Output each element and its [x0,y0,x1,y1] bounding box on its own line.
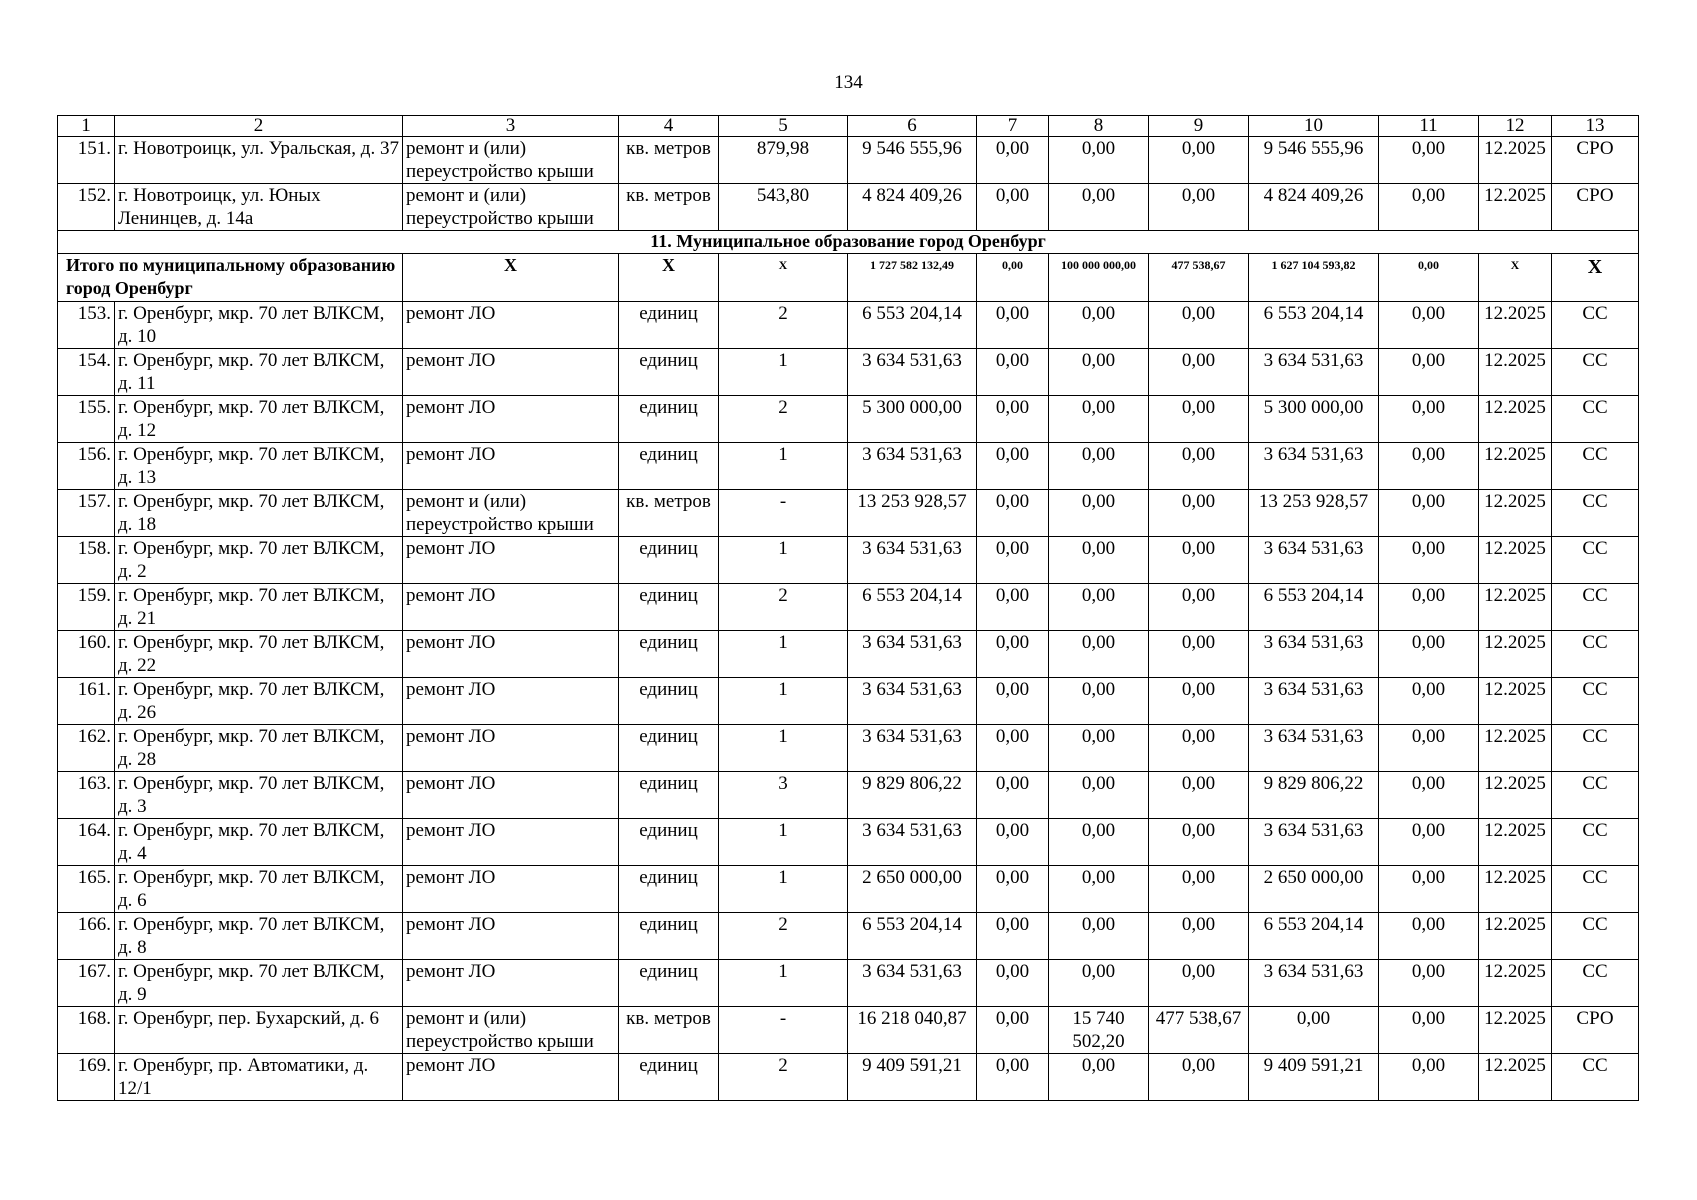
cost-cell: 0,00 [1379,1054,1479,1101]
method-code-cell: СС [1552,396,1639,443]
unit-cell: кв. метров [619,1007,719,1054]
row-number: 157. [58,490,115,537]
cost-cell: 0,00 [1379,631,1479,678]
completion-date-cell: 12.2025 [1479,137,1552,184]
cost-cell: 0,00 [1049,396,1149,443]
cost-cell: 0,00 [1049,349,1149,396]
table-row [58,184,1639,231]
address-cell: г. Оренбург, мкр. 70 лет ВЛКСМ, д. 13 [115,443,403,490]
address-cell: г. Оренбург, пер. Бухарский, д. 6 [115,1007,403,1054]
cost-cell: 0,00 [1379,725,1479,772]
cost-cell: 9 546 555,96 [1249,137,1379,184]
quantity-cell: 1 [719,631,848,678]
header-cell: 12 [1479,116,1552,137]
cost-cell: 0,00 [1379,960,1479,1007]
cost-cell: 0,00 [1049,631,1149,678]
address-cell: г. Оренбург, мкр. 70 лет ВЛКСМ, д. 9 [115,960,403,1007]
row-number: 168. [58,1007,115,1054]
method-code-cell: СС [1552,490,1639,537]
total-cost-cell: 6 553 204,14 [848,584,977,631]
cost-cell: 0,00 [1049,866,1149,913]
total-cell: X [403,254,619,302]
quantity-cell: 879,98 [719,137,848,184]
completion-date-cell: 12.2025 [1479,866,1552,913]
address-cell: г. Оренбург, мкр. 70 лет ВЛКСМ, д. 28 [115,725,403,772]
cost-cell: 0,00 [1149,137,1249,184]
quantity-cell: 1 [719,960,848,1007]
quantity-cell: 1 [719,678,848,725]
quantity-cell: 1 [719,866,848,913]
quantity-cell: 1 [719,349,848,396]
cost-cell: 0,00 [1049,584,1149,631]
cost-cell: 0,00 [1049,537,1149,584]
row-number: 154. [58,349,115,396]
cost-cell: 0,00 [977,396,1049,443]
cost-cell: 3 634 531,63 [1249,819,1379,866]
cost-cell: 0,00 [977,184,1049,231]
total-cost-cell: 3 634 531,63 [848,349,977,396]
header-cell: 8 [1049,116,1149,137]
address-cell: г. Оренбург, мкр. 70 лет ВЛКСМ, д. 2 [115,537,403,584]
completion-date-cell: 12.2025 [1479,1054,1552,1101]
header-cell: 13 [1552,116,1639,137]
table-row [58,396,1639,443]
method-code-cell: СС [1552,913,1639,960]
completion-date-cell: 12.2025 [1479,960,1552,1007]
cost-cell: 0,00 [977,1007,1049,1054]
method-code-cell: СС [1552,302,1639,349]
row-number: 159. [58,584,115,631]
table-row [58,584,1639,631]
cost-cell: 0,00 [1149,396,1249,443]
address-cell: г. Оренбург, пр. Автоматики, д. 12/1 [115,1054,403,1101]
cost-cell: 0,00 [977,631,1049,678]
cost-cell: 0,00 [977,772,1049,819]
cost-cell: 0,00 [977,678,1049,725]
completion-date-cell: 12.2025 [1479,349,1552,396]
total-cell: 477 538,67 [1149,254,1249,302]
method-code-cell: СС [1552,678,1639,725]
total-cost-cell: 3 634 531,63 [848,960,977,1007]
unit-cell: единиц [619,631,719,678]
cost-cell: 0,00 [1149,960,1249,1007]
work-type-cell: ремонт ЛО [403,443,619,490]
completion-date-cell: 12.2025 [1479,631,1552,678]
cost-cell: 0,00 [1379,537,1479,584]
work-type-cell: ремонт ЛО [403,866,619,913]
work-type-cell: ремонт ЛО [403,819,619,866]
total-cell: 0,00 [1379,254,1479,302]
cost-cell: 0,00 [1249,1007,1379,1054]
row-number: 169. [58,1054,115,1101]
address-cell: г. Новотроицк, ул. Уральская, д. 37 [115,137,403,184]
work-type-cell: ремонт ЛО [403,537,619,584]
unit-cell: единиц [619,725,719,772]
method-code-cell: СС [1552,443,1639,490]
cost-cell: 0,00 [1149,537,1249,584]
cost-cell: 0,00 [1049,137,1149,184]
cost-cell: 0,00 [1149,584,1249,631]
cost-cell: 0,00 [1379,1007,1479,1054]
table-row [58,819,1639,866]
work-type-cell: ремонт ЛО [403,913,619,960]
cost-cell: 0,00 [977,490,1049,537]
unit-cell: единиц [619,1054,719,1101]
header-cell: 6 [848,116,977,137]
completion-date-cell: 12.2025 [1479,772,1552,819]
row-number: 158. [58,537,115,584]
completion-date-cell: 12.2025 [1479,1007,1552,1054]
cost-cell: 0,00 [977,913,1049,960]
work-type-cell: ремонт ЛО [403,960,619,1007]
cost-cell: 3 634 531,63 [1249,725,1379,772]
cost-cell: 5 300 000,00 [1249,396,1379,443]
cost-cell: 0,00 [977,1054,1049,1101]
address-cell: г. Оренбург, мкр. 70 лет ВЛКСМ, д. 22 [115,631,403,678]
table-row [58,866,1639,913]
table-body [58,116,1639,1101]
table-row [58,490,1639,537]
unit-cell: единиц [619,396,719,443]
quantity-cell: - [719,1007,848,1054]
completion-date-cell: 12.2025 [1479,490,1552,537]
row-number: 152. [58,184,115,231]
row-number: 165. [58,866,115,913]
unit-cell: кв. метров [619,490,719,537]
row-number: 155. [58,396,115,443]
table-row [58,1054,1639,1101]
quantity-cell: 1 [719,443,848,490]
cost-cell: 0,00 [1149,184,1249,231]
total-cell: 1 727 582 132,49 [848,254,977,302]
cost-cell: 0,00 [1049,960,1149,1007]
total-cost-cell: 9 409 591,21 [848,1054,977,1101]
total-cell: X [1552,254,1639,302]
cost-cell: 0,00 [1149,631,1249,678]
cost-cell: 9 409 591,21 [1249,1054,1379,1101]
row-number: 156. [58,443,115,490]
unit-cell: кв. метров [619,137,719,184]
cost-cell: 0,00 [1049,913,1149,960]
cost-cell: 0,00 [977,819,1049,866]
unit-cell: единиц [619,349,719,396]
total-cell: X [1479,254,1552,302]
table-row [58,1007,1639,1054]
work-type-cell: ремонт ЛО [403,631,619,678]
cost-cell: 0,00 [1379,490,1479,537]
completion-date-cell: 12.2025 [1479,537,1552,584]
table-row [58,960,1639,1007]
work-type-cell: ремонт и (или) переустройство крыши [403,1007,619,1054]
unit-cell: единиц [619,443,719,490]
cost-cell: 2 650 000,00 [1249,866,1379,913]
table-row [58,913,1639,960]
method-code-cell: СРО [1552,1007,1639,1054]
unit-cell: единиц [619,302,719,349]
completion-date-cell: 12.2025 [1479,913,1552,960]
total-cell: 100 000 000,00 [1049,254,1149,302]
cost-cell: 0,00 [1379,443,1479,490]
work-type-cell: ремонт ЛО [403,678,619,725]
address-cell: г. Оренбург, мкр. 70 лет ВЛКСМ, д. 12 [115,396,403,443]
address-cell: г. Новотроицк, ул. Юных Ленинцев, д. 14а [115,184,403,231]
header-cell: 5 [719,116,848,137]
table-row [58,302,1639,349]
section-title-row [58,231,1639,254]
section-title: 11. Муниципальное образование город Оренбург [58,231,1639,254]
cost-cell: 0,00 [977,443,1049,490]
work-type-cell: ремонт и (или) переустройство крыши [403,184,619,231]
cost-cell: 0,00 [1379,772,1479,819]
cost-cell: 0,00 [977,302,1049,349]
method-code-cell: СС [1552,631,1639,678]
method-code-cell: СС [1552,960,1639,1007]
cost-cell: 0,00 [1149,725,1249,772]
header-cell: 2 [115,116,403,137]
cost-cell: 0,00 [977,349,1049,396]
cost-cell: 3 634 531,63 [1249,631,1379,678]
address-cell: г. Оренбург, мкр. 70 лет ВЛКСМ, д. 11 [115,349,403,396]
cost-cell: 0,00 [977,725,1049,772]
cost-cell: 0,00 [977,537,1049,584]
address-cell: г. Оренбург, мкр. 70 лет ВЛКСМ, д. 4 [115,819,403,866]
cost-cell: 0,00 [1149,1054,1249,1101]
work-type-cell: ремонт ЛО [403,349,619,396]
cost-cell: 0,00 [1379,302,1479,349]
column-number-header [58,116,1639,137]
total-cost-cell: 3 634 531,63 [848,725,977,772]
quantity-cell: 3 [719,772,848,819]
cost-cell: 3 634 531,63 [1249,537,1379,584]
method-code-cell: СРО [1552,184,1639,231]
row-number: 164. [58,819,115,866]
table-row [58,631,1639,678]
cost-cell: 6 553 204,14 [1249,584,1379,631]
cost-cell: 0,00 [1149,490,1249,537]
total-cost-cell: 16 218 040,87 [848,1007,977,1054]
completion-date-cell: 12.2025 [1479,396,1552,443]
completion-date-cell: 12.2025 [1479,725,1552,772]
cost-cell: 6 553 204,14 [1249,913,1379,960]
header-cell: 4 [619,116,719,137]
header-cell: 1 [58,116,115,137]
unit-cell: единиц [619,678,719,725]
method-code-cell: СРО [1552,137,1639,184]
quantity-cell: - [719,490,848,537]
cost-cell: 0,00 [1049,772,1149,819]
table-row [58,772,1639,819]
method-code-cell: СС [1552,1054,1639,1101]
address-cell: г. Оренбург, мкр. 70 лет ВЛКСМ, д. 8 [115,913,403,960]
cost-cell: 3 634 531,63 [1249,678,1379,725]
total-cost-cell: 4 824 409,26 [848,184,977,231]
total-cost-cell: 6 553 204,14 [848,913,977,960]
cost-cell: 0,00 [1049,443,1149,490]
row-number: 151. [58,137,115,184]
method-code-cell: СС [1552,772,1639,819]
total-cost-cell: 3 634 531,63 [848,678,977,725]
completion-date-cell: 12.2025 [1479,302,1552,349]
cost-cell: 6 553 204,14 [1249,302,1379,349]
table-row [58,678,1639,725]
row-number: 162. [58,725,115,772]
method-code-cell: СС [1552,819,1639,866]
cost-cell: 3 634 531,63 [1249,349,1379,396]
unit-cell: единиц [619,772,719,819]
total-cost-cell: 9 546 555,96 [848,137,977,184]
cost-cell: 0,00 [977,137,1049,184]
cost-cell: 0,00 [1379,137,1479,184]
quantity-cell: 543,80 [719,184,848,231]
address-cell: г. Оренбург, мкр. 70 лет ВЛКСМ, д. 10 [115,302,403,349]
table-row [58,137,1639,184]
header-cell: 11 [1379,116,1479,137]
quantity-cell: 2 [719,396,848,443]
row-number: 153. [58,302,115,349]
row-number: 161. [58,678,115,725]
quantity-cell: 1 [719,537,848,584]
cost-cell: 0,00 [1049,302,1149,349]
total-cost-cell: 3 634 531,63 [848,631,977,678]
total-cell: 1 627 104 593,82 [1249,254,1379,302]
completion-date-cell: 12.2025 [1479,443,1552,490]
cost-cell: 0,00 [1379,678,1479,725]
row-number: 167. [58,960,115,1007]
cost-cell: 0,00 [977,584,1049,631]
work-type-cell: ремонт ЛО [403,725,619,772]
cost-cell: 0,00 [1149,678,1249,725]
cost-cell: 0,00 [1149,443,1249,490]
total-cost-cell: 6 553 204,14 [848,302,977,349]
header-cell: 9 [1149,116,1249,137]
address-cell: г. Оренбург, мкр. 70 лет ВЛКСМ, д. 3 [115,772,403,819]
cost-cell: 3 634 531,63 [1249,960,1379,1007]
row-number: 166. [58,913,115,960]
total-cell: X [619,254,719,302]
total-label: Итого по муниципальному образованию город Оренбург [58,254,403,302]
unit-cell: единиц [619,537,719,584]
cost-cell: 0,00 [1379,349,1479,396]
method-code-cell: СС [1552,349,1639,396]
work-type-cell: ремонт и (или) переустройство крыши [403,490,619,537]
total-cost-cell: 5 300 000,00 [848,396,977,443]
cost-cell: 0,00 [977,866,1049,913]
cost-cell: 0,00 [1049,678,1149,725]
total-cost-cell: 3 634 531,63 [848,537,977,584]
repair-program-table [57,115,1639,1101]
total-cell: X [719,254,848,302]
cost-cell: 0,00 [1379,819,1479,866]
cost-cell: 0,00 [1149,866,1249,913]
cost-cell: 0,00 [1149,913,1249,960]
cost-cell: 0,00 [977,960,1049,1007]
total-cost-cell: 13 253 928,57 [848,490,977,537]
table-row [58,725,1639,772]
unit-cell: единиц [619,960,719,1007]
cost-cell: 0,00 [1149,819,1249,866]
cost-cell: 0,00 [1379,584,1479,631]
method-code-cell: СС [1552,866,1639,913]
header-cell: 7 [977,116,1049,137]
quantity-cell: 2 [719,584,848,631]
cost-cell: 0,00 [1049,184,1149,231]
header-cell: 3 [403,116,619,137]
cost-cell: 15 740 502,20 [1049,1007,1149,1054]
row-number: 160. [58,631,115,678]
table-row [58,349,1639,396]
completion-date-cell: 12.2025 [1479,584,1552,631]
table-row [58,537,1639,584]
completion-date-cell: 12.2025 [1479,184,1552,231]
completion-date-cell: 12.2025 [1479,678,1552,725]
unit-cell: единиц [619,866,719,913]
address-cell: г. Оренбург, мкр. 70 лет ВЛКСМ, д. 21 [115,584,403,631]
cost-cell: 0,00 [1049,490,1149,537]
cost-cell: 0,00 [1049,1054,1149,1101]
address-cell: г. Оренбург, мкр. 70 лет ВЛКСМ, д. 18 [115,490,403,537]
method-code-cell: СС [1552,537,1639,584]
cost-cell: 0,00 [1149,772,1249,819]
unit-cell: единиц [619,819,719,866]
address-cell: г. Оренбург, мкр. 70 лет ВЛКСМ, д. 26 [115,678,403,725]
total-cost-cell: 9 829 806,22 [848,772,977,819]
total-cost-cell: 2 650 000,00 [848,866,977,913]
work-type-cell: ремонт ЛО [403,772,619,819]
cost-cell: 0,00 [1149,302,1249,349]
completion-date-cell: 12.2025 [1479,819,1552,866]
cost-cell: 3 634 531,63 [1249,443,1379,490]
work-type-cell: ремонт ЛО [403,396,619,443]
quantity-cell: 2 [719,1054,848,1101]
method-code-cell: СС [1552,725,1639,772]
row-number: 163. [58,772,115,819]
cost-cell: 0,00 [1379,866,1479,913]
work-type-cell: ремонт ЛО [403,1054,619,1101]
quantity-cell: 1 [719,819,848,866]
quantity-cell: 1 [719,725,848,772]
cost-cell: 0,00 [1149,349,1249,396]
address-cell: г. Оренбург, мкр. 70 лет ВЛКСМ, д. 6 [115,866,403,913]
table-row [58,443,1639,490]
cost-cell: 0,00 [1379,396,1479,443]
page-number: 134 [834,72,863,93]
total-cost-cell: 3 634 531,63 [848,819,977,866]
cost-cell: 13 253 928,57 [1249,490,1379,537]
cost-cell: 0,00 [1049,819,1149,866]
unit-cell: единиц [619,913,719,960]
quantity-cell: 2 [719,913,848,960]
header-cell: 10 [1249,116,1379,137]
municipality-total-row [58,254,1639,302]
work-type-cell: ремонт ЛО [403,302,619,349]
cost-cell: 477 538,67 [1149,1007,1249,1054]
quantity-cell: 2 [719,302,848,349]
work-type-cell: ремонт и (или) переустройство крыши [403,137,619,184]
unit-cell: кв. метров [619,184,719,231]
total-cell: 0,00 [977,254,1049,302]
cost-cell: 9 829 806,22 [1249,772,1379,819]
unit-cell: единиц [619,584,719,631]
work-type-cell: ремонт ЛО [403,584,619,631]
cost-cell: 0,00 [1379,913,1479,960]
method-code-cell: СС [1552,584,1639,631]
cost-cell: 0,00 [1379,184,1479,231]
cost-cell: 0,00 [1049,725,1149,772]
total-cost-cell: 3 634 531,63 [848,443,977,490]
cost-cell: 4 824 409,26 [1249,184,1379,231]
